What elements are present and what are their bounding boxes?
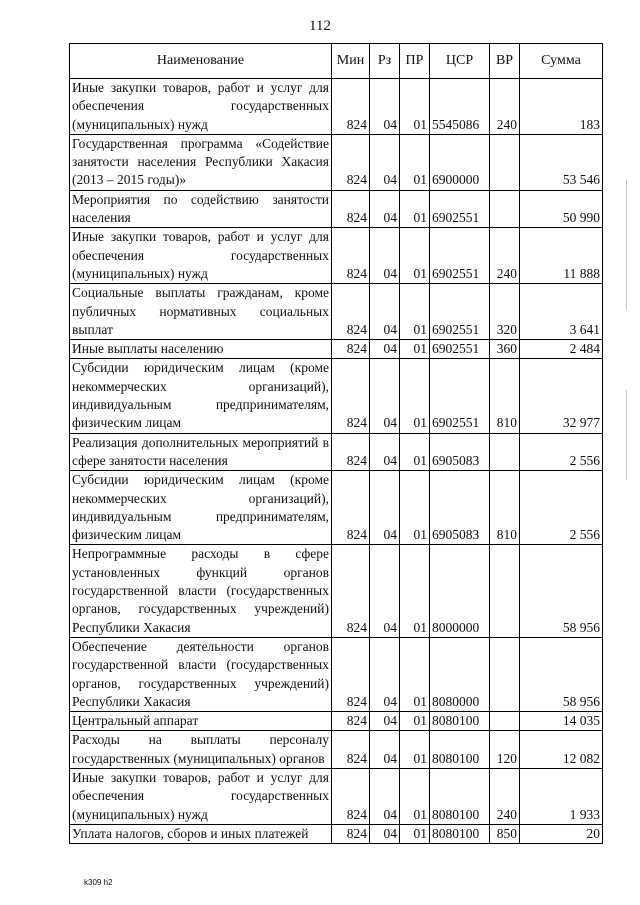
- cell-pr: 01: [400, 471, 430, 545]
- header-rz: Рз: [370, 44, 400, 79]
- table-row: [70, 340, 603, 359]
- cell-min: 824: [332, 134, 370, 190]
- cell-pr: 01: [400, 359, 430, 433]
- cell-pr: 01: [400, 545, 430, 637]
- cell-min: 824: [332, 768, 370, 824]
- cell-min: 824: [332, 228, 370, 284]
- table-row: [70, 79, 603, 135]
- cell-rz: 04: [370, 824, 400, 843]
- cell-pr: 01: [400, 190, 430, 228]
- table-header-row: [70, 44, 603, 79]
- table-row: [70, 637, 603, 711]
- cell-min: 824: [332, 79, 370, 135]
- cell-pr: 01: [400, 134, 430, 190]
- cell-rz: 04: [370, 284, 400, 340]
- cell-csr: 6905083: [430, 433, 490, 471]
- cell-sum: 58 956: [520, 637, 603, 711]
- cell-sum: 53 546: [520, 134, 603, 190]
- cell-sum: 14 035: [520, 712, 603, 731]
- cell-sum: 1 933: [520, 768, 603, 824]
- table-row: [70, 471, 603, 545]
- cell-vr: 240: [490, 768, 520, 824]
- cell-min: 824: [332, 190, 370, 228]
- cell-csr: 6902551: [430, 228, 490, 284]
- cell-name-text: Расходы на выплаты персоналу государственных (муниципальных) органов: [72, 732, 329, 766]
- cell-sum: 11 888: [520, 228, 603, 284]
- cell-csr: 6902551: [430, 359, 490, 433]
- budget-table: [69, 43, 603, 844]
- header-vr: ВР: [490, 44, 520, 79]
- cell-name-text: Непрограммные расходы в сфере установленных функций органов государственной власти (государственных органов, государственных учреждений) Республики Хакасия: [72, 546, 329, 635]
- header-min: Мин: [332, 44, 370, 79]
- cell-sum: 58 956: [520, 545, 603, 637]
- cell-csr: 8080100: [430, 731, 490, 769]
- cell-name-text: Государственная программа «Содействие занятости населения Республики Хакасия (2013 – 2015 годы)»: [72, 135, 329, 188]
- cell-name-text: Социальные выплаты гражданам, кроме публичных нормативных социальных выплат: [72, 285, 329, 337]
- cell-csr: 8000000: [430, 545, 490, 637]
- table-row: [70, 134, 603, 190]
- cell-vr: [490, 637, 520, 711]
- cell-vr: [490, 134, 520, 190]
- cell-csr: 6902551: [430, 340, 490, 359]
- cell-min: 824: [332, 433, 370, 471]
- cell-sum: 12 082: [520, 731, 603, 769]
- cell-name-text: Иные закупки товаров, работ и услуг для обеспечения государственных (муниципальных) нужд: [72, 769, 329, 822]
- table-row: [70, 731, 603, 769]
- cell-name: [70, 79, 332, 135]
- cell-name: [70, 190, 332, 228]
- cell-name-text: Субсидии юридическим лицам (кроме некоммерческих организаций), индивидуальным предпринимателям, физическим лицам: [72, 360, 329, 431]
- cell-name: [70, 471, 332, 545]
- cell-pr: 01: [400, 433, 430, 471]
- cell-min: 824: [332, 637, 370, 711]
- cell-rz: 04: [370, 134, 400, 190]
- cell-name-text: Уплата налогов, сборов и иных платежей: [72, 825, 309, 841]
- cell-vr: 320: [490, 284, 520, 340]
- cell-name-text: Реализация дополнительных мероприятий в сфере занятости населения: [72, 434, 329, 468]
- cell-name: [70, 284, 332, 340]
- table-row: [70, 545, 603, 637]
- cell-pr: 01: [400, 712, 430, 731]
- cell-rz: 04: [370, 359, 400, 433]
- cell-vr: 120: [490, 731, 520, 769]
- header-name: Наименование: [70, 44, 332, 79]
- cell-csr: 8080000: [430, 637, 490, 711]
- page-number: 112: [309, 18, 331, 34]
- cell-name: [70, 433, 332, 471]
- cell-rz: 04: [370, 228, 400, 284]
- table-row: [70, 284, 603, 340]
- table-row: [70, 359, 603, 433]
- cell-name-text: Субсидии юридическим лицам (кроме некоммерческих организаций), индивидуальным предпринимателям, физическим лицам: [72, 472, 329, 543]
- table-row: [70, 228, 603, 284]
- cell-pr: 01: [400, 228, 430, 284]
- cell-vr: 360: [490, 340, 520, 359]
- cell-min: 824: [332, 712, 370, 731]
- cell-sum: 20: [520, 824, 603, 843]
- cell-name-text: Центральный аппарат: [72, 713, 199, 729]
- cell-vr: [490, 433, 520, 471]
- cell-pr: 01: [400, 340, 430, 359]
- cell-csr: 8080100: [430, 712, 490, 731]
- cell-csr: 8080100: [430, 824, 490, 843]
- scan-margin-mark: [626, 180, 627, 310]
- cell-csr: 6902551: [430, 190, 490, 228]
- scan-margin-mark: [626, 390, 627, 480]
- cell-vr: 240: [490, 79, 520, 135]
- cell-sum: 2 484: [520, 340, 603, 359]
- cell-pr: 01: [400, 79, 430, 135]
- cell-rz: 04: [370, 471, 400, 545]
- cell-csr: 6905083: [430, 471, 490, 545]
- cell-rz: 04: [370, 433, 400, 471]
- cell-name: [70, 359, 332, 433]
- cell-name-text: Иные выплаты населению: [72, 341, 224, 357]
- cell-name-text: Иные закупки товаров, работ и услуг для обеспечения государственных (муниципальных) нужд: [72, 80, 329, 132]
- cell-pr: 01: [400, 637, 430, 711]
- cell-pr: 01: [400, 824, 430, 843]
- cell-csr: 5545086: [430, 79, 490, 135]
- header-sum: Сумма: [520, 44, 603, 79]
- cell-csr: 8080100: [430, 768, 490, 824]
- cell-csr: 6902551: [430, 284, 490, 340]
- cell-name: [70, 637, 332, 711]
- cell-vr: [490, 712, 520, 731]
- cell-pr: 01: [400, 731, 430, 769]
- cell-rz: 04: [370, 545, 400, 637]
- cell-vr: 850: [490, 824, 520, 843]
- cell-pr: 01: [400, 768, 430, 824]
- cell-min: 824: [332, 545, 370, 637]
- cell-csr: 6900000: [430, 134, 490, 190]
- cell-name: [70, 824, 332, 843]
- table-row: [70, 768, 603, 824]
- cell-rz: 04: [370, 712, 400, 731]
- cell-sum: 2 556: [520, 471, 603, 545]
- cell-name: [70, 340, 332, 359]
- header-csr: ЦСР: [430, 44, 490, 79]
- cell-pr: 01: [400, 284, 430, 340]
- cell-vr: [490, 190, 520, 228]
- cell-rz: 04: [370, 637, 400, 711]
- cell-min: 824: [332, 731, 370, 769]
- cell-rz: 04: [370, 768, 400, 824]
- cell-name: [70, 134, 332, 190]
- table-row: [70, 433, 603, 471]
- cell-name-text: Обеспечение деятельности органов государственной власти (государственных органов, государственных учреждений) Республики Хакасия: [72, 638, 329, 709]
- cell-min: 824: [332, 284, 370, 340]
- cell-rz: 04: [370, 190, 400, 228]
- cell-name-text: Мероприятия по содействию занятости населения: [72, 191, 329, 226]
- cell-min: 824: [332, 359, 370, 433]
- table-body: [70, 79, 603, 844]
- cell-vr: 810: [490, 359, 520, 433]
- cell-name: [70, 731, 332, 769]
- cell-min: 824: [332, 340, 370, 359]
- table-row: [70, 824, 603, 843]
- cell-min: 824: [332, 824, 370, 843]
- cell-min: 824: [332, 471, 370, 545]
- cell-rz: 04: [370, 731, 400, 769]
- table-row: [70, 190, 603, 228]
- cell-name: [70, 545, 332, 637]
- header-pr: ПР: [400, 44, 430, 79]
- cell-name: [70, 712, 332, 731]
- cell-name: [70, 768, 332, 824]
- cell-vr: [490, 545, 520, 637]
- cell-vr: 810: [490, 471, 520, 545]
- footer-code: k309 h2: [84, 878, 113, 887]
- cell-sum: 32 977: [520, 359, 603, 433]
- cell-rz: 04: [370, 79, 400, 135]
- cell-name-text: Иные закупки товаров, работ и услуг для обеспечения государственных (муниципальных) нужд: [72, 229, 329, 281]
- cell-rz: 04: [370, 340, 400, 359]
- cell-name: [70, 228, 332, 284]
- cell-vr: 240: [490, 228, 520, 284]
- cell-sum: 2 556: [520, 433, 603, 471]
- cell-sum: 183: [520, 79, 603, 135]
- cell-sum: 50 990: [520, 190, 603, 228]
- table-row: [70, 712, 603, 731]
- cell-sum: 3 641: [520, 284, 603, 340]
